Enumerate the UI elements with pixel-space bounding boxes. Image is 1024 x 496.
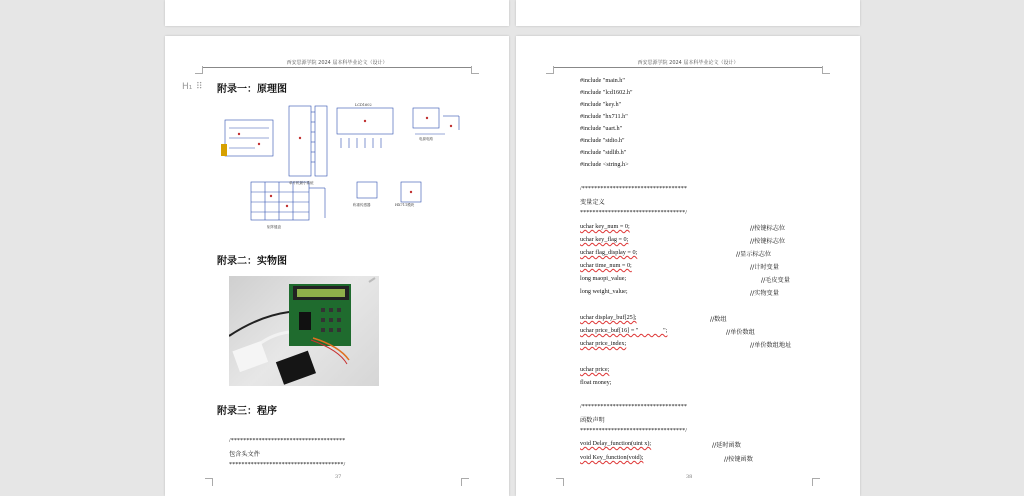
code-comment: //单价数组	[726, 329, 755, 336]
schematic-diagram	[215, 98, 470, 248]
code-line: uchar flag_display = 0;	[580, 249, 638, 256]
code-line: 包含头文件	[229, 451, 260, 458]
schematic-label-lcd: LCD1602	[355, 103, 372, 107]
code-comment: //按键标志位	[750, 238, 786, 245]
code-comment: //按键标志位	[750, 225, 786, 232]
code-line: /**********************************	[580, 403, 687, 410]
code-line: long weight_value;	[580, 288, 628, 295]
code-line: *************************************/	[229, 461, 346, 468]
code-line: void Key_function(void);	[580, 454, 644, 461]
code-comment: //显示标志位	[736, 251, 772, 258]
code-line: uchar price_buf[16] = " ";	[580, 327, 668, 334]
crop-mark	[471, 66, 479, 74]
crop-mark	[812, 478, 820, 486]
crop-mark	[195, 66, 203, 74]
page-number: 37	[335, 474, 342, 480]
code-line: 变量定义	[580, 199, 605, 206]
appendix-1-heading: 附录一：原理图	[217, 84, 287, 95]
header-divider	[203, 67, 471, 68]
page-header: 西安思源学院 2024 届本科毕业论文（设计）	[637, 60, 739, 66]
crop-mark	[822, 66, 830, 74]
code-comment: //计时变量	[750, 264, 779, 271]
code-line: uchar price_index;	[580, 340, 627, 347]
schematic-label-mcu: 单片机最小系统	[289, 181, 314, 185]
code-line: #include "lcd1602.h"	[580, 89, 633, 96]
page-header: 西安思源学院 2024 届本科毕业论文（设计）	[286, 60, 388, 66]
schematic-label-sensor: 称重传感器	[353, 203, 371, 207]
code-line: 函数声明	[580, 417, 605, 424]
code-line: **********************************/	[580, 209, 687, 216]
code-line: /*************************************	[229, 437, 346, 444]
code-line: #include "stdlib.h"	[580, 149, 627, 156]
code-line: #include "key.h"	[580, 101, 622, 108]
code-comment: //毛皮变量	[761, 277, 790, 284]
code-comment: //延时函数	[712, 442, 741, 449]
code-line: float money;	[580, 379, 612, 386]
drag-handle-icon[interactable]: ⠿	[196, 82, 203, 92]
schematic-label-power: 电源电路	[419, 137, 433, 141]
code-line: uchar key_num = 0;	[580, 223, 630, 230]
code-line: uchar price;	[580, 366, 610, 373]
code-line: uchar display_buf[25];	[580, 314, 637, 321]
code-line: uchar time_num = 0;	[580, 262, 632, 269]
previous-page-left	[165, 0, 509, 26]
code-line: void Delay_function(uint x);	[580, 440, 652, 447]
code-comment: //单价数组地址	[750, 342, 792, 349]
heading-style-icon[interactable]: H₁	[182, 82, 193, 92]
code-line: uchar key_flag = 0;	[580, 236, 629, 243]
code-line: long maopi_value;	[580, 275, 627, 282]
code-line: #include "hx711.h"	[580, 113, 628, 120]
page-number: 38	[686, 474, 693, 480]
code-comment: //数组	[710, 316, 727, 323]
document-page-38	[516, 36, 860, 496]
code-line: /**********************************	[580, 185, 687, 192]
hardware-photo	[229, 276, 379, 386]
code-line: #include <string.h>	[580, 161, 629, 168]
document-page-37	[165, 36, 509, 496]
crop-mark	[205, 478, 213, 486]
appendix-3-heading: 附录三：程序	[217, 406, 277, 417]
code-line: **********************************/	[580, 427, 687, 434]
crop-mark	[546, 66, 554, 74]
header-divider	[554, 67, 822, 68]
crop-mark	[461, 478, 469, 486]
code-line: #include "uart.h"	[580, 125, 623, 132]
code-comment: //实物变量	[750, 290, 779, 297]
schematic-label-keypad: 矩阵键盘	[267, 225, 281, 229]
appendix-2-heading: 附录二：实物图	[217, 256, 287, 267]
code-line: #include "main.h"	[580, 77, 625, 84]
schematic-label-hx711: HX711模块	[395, 203, 415, 207]
code-comment: //按键函数	[724, 456, 753, 463]
previous-page-right	[516, 0, 860, 26]
code-line: #include "stdio.h"	[580, 137, 625, 144]
crop-mark	[556, 478, 564, 486]
